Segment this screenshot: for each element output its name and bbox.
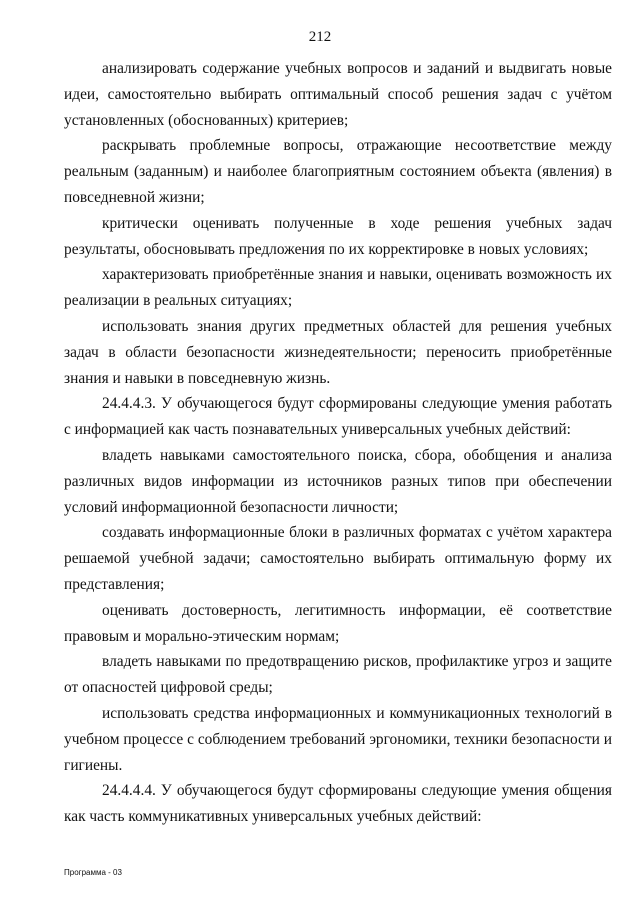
paragraph: раскрывать проблемные вопросы, отражающие несоответствие между реальным (заданным) и наиболее благоприятным состоянием объекта (явления) в повседневной жизни; xyxy=(64,137,612,206)
paragraph: владеть навыками по предотвращению рисков, профилактике угроз и защите от опасностей цифровой среды; xyxy=(64,653,612,697)
paragraph: критически оценивать полученные в ходе решения учебных задач результаты, обосновывать предложения по их корректировке в новых условиях; xyxy=(64,214,612,258)
paragraph: использовать знания других предметных областей для решения учебных задач в области безопасности жизнедеятельности; переносить приобретённые знания и навыки в повседневную жизнь. xyxy=(64,317,612,387)
paragraph: создавать информационные блоки в различных форматах с учётом характера решаемой учебной задачи; самостоятельно выбирать оптимальную форму их представления; xyxy=(64,524,612,593)
document-body xyxy=(64,56,612,830)
paragraph: владеть навыками самостоятельного поиска, сбора, обобщения и анализа различных видов информации из источников разных типов при обеспечении условий информационной безопасности личности; xyxy=(64,446,612,516)
paragraph: использовать средства информационных и коммуникационных технологий в учебном процессе с соблюдением требований эргономики, техники безопасности и гигиены. xyxy=(64,704,612,774)
paragraph: характеризовать приобретённые знания и навыки, оценивать возможность их реализации в реальных ситуациях; xyxy=(64,266,612,310)
section-heading-paragraph: 24.4.4.4. У обучающегося будут сформированы следующие умения общения как часть коммуникативных универсальных учебных действий: xyxy=(64,782,612,826)
section-heading-paragraph: 24.4.4.3. У обучающегося будут сформированы следующие умения работать с информацией как часть познавательных универсальных учебных действий: xyxy=(64,395,612,439)
paragraph: оценивать достоверность, легитимность информации, её соответствие правовым и морально-этическим нормам; xyxy=(64,601,612,645)
paragraph: анализировать содержание учебных вопросов и заданий и выдвигать новые идеи, самостоятельно выбирать оптимальный способ решения задач с учётом установленных (обоснованных) критериев; xyxy=(64,60,612,129)
page-number: 212 xyxy=(308,29,332,45)
footer-label: Программа - 03 xyxy=(64,868,122,877)
